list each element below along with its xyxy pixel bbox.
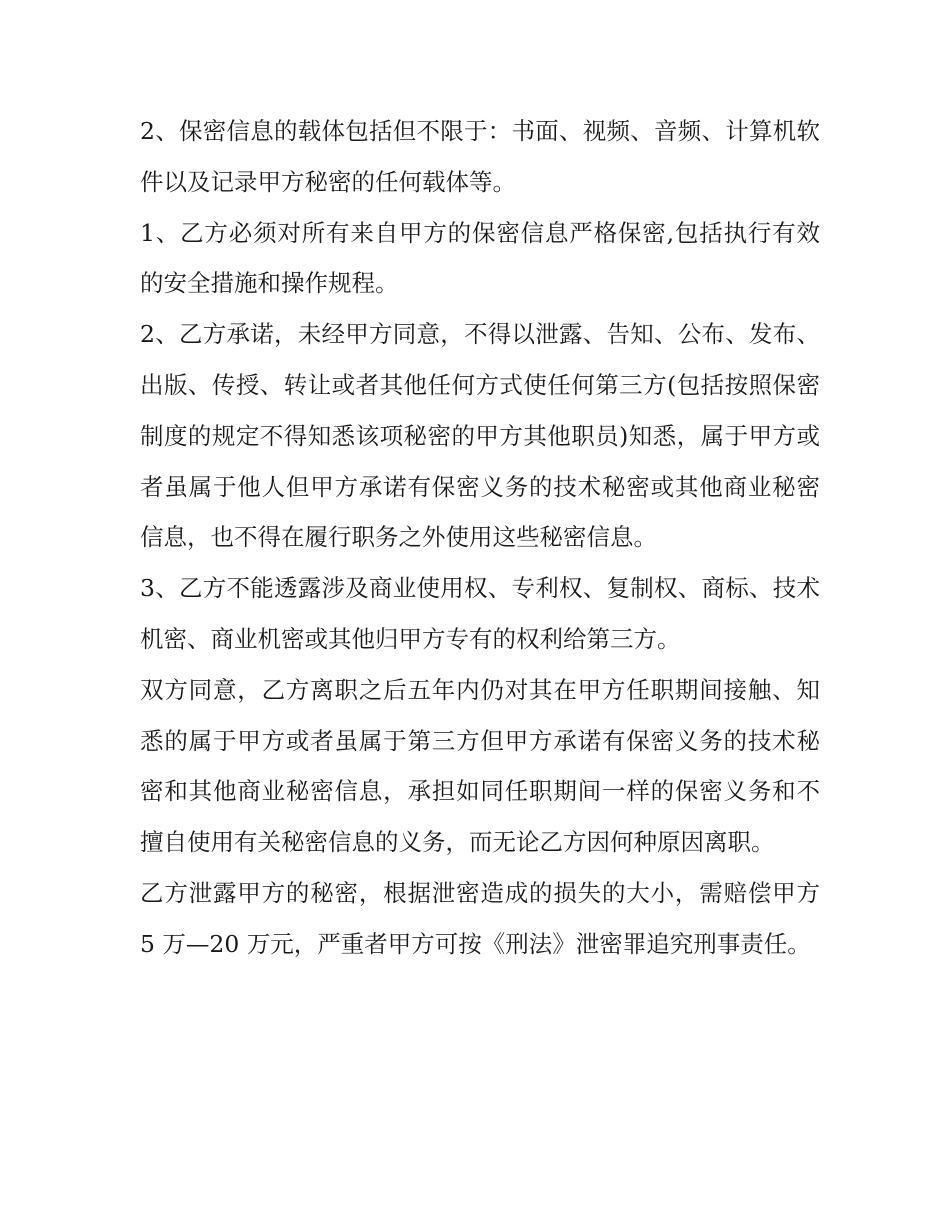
paragraph-liability: 乙方泄露甲方的秘密，根据泄密造成的损失的大小，需赔偿甲方 5 万—20 万元，严重者甲方可按《刑法》泄密罪追究刑事责任。 bbox=[140, 878, 820, 958]
document-body bbox=[140, 106, 820, 970]
paragraph-post-employment: 双方同意，乙方离职之后五年内仍对其在甲方任职期间接触、知悉的属于甲方或者虽属于第三方但甲方承诺有保密义务的技术秘密和其他商业秘密信息，承担如同任职期间一样的保密义务和不擅自使用有关秘密信息的义务，而无论乙方因何种原因离职。 bbox=[140, 675, 820, 857]
paragraph-storage-media: 2、保密信息的载体包括但不限于：书面、视频、音频、计算机软件以及记录甲方秘密的任何载体等。 bbox=[140, 117, 820, 196]
paragraph-ip-rights: 3、乙方不能透露涉及商业使用权、专利权、复制权、商标、技术机密、商业机密或其他归甲方专有的权利给第三方。 bbox=[140, 574, 820, 653]
paragraph-confidentiality-duty: 1、乙方必须对所有来自甲方的保密信息严格保密,包括执行有效的安全措施和操作规程。 bbox=[140, 218, 820, 298]
paragraph-non-disclosure-promise: 2、乙方承诺，未经甲方同意，不得以泄露、告知、公布、发布、出版、传授、转让或者其他任何方式使任何第三方(包括按照保密制度的规定不得知悉该项秘密的甲方其他职员)知悉，属于甲方或者虽属于他人但甲方承诺有保密义务的技术秘密或其他商业秘密信息，也不得在履行职务之外使用这些秘密信息。 bbox=[140, 320, 820, 552]
